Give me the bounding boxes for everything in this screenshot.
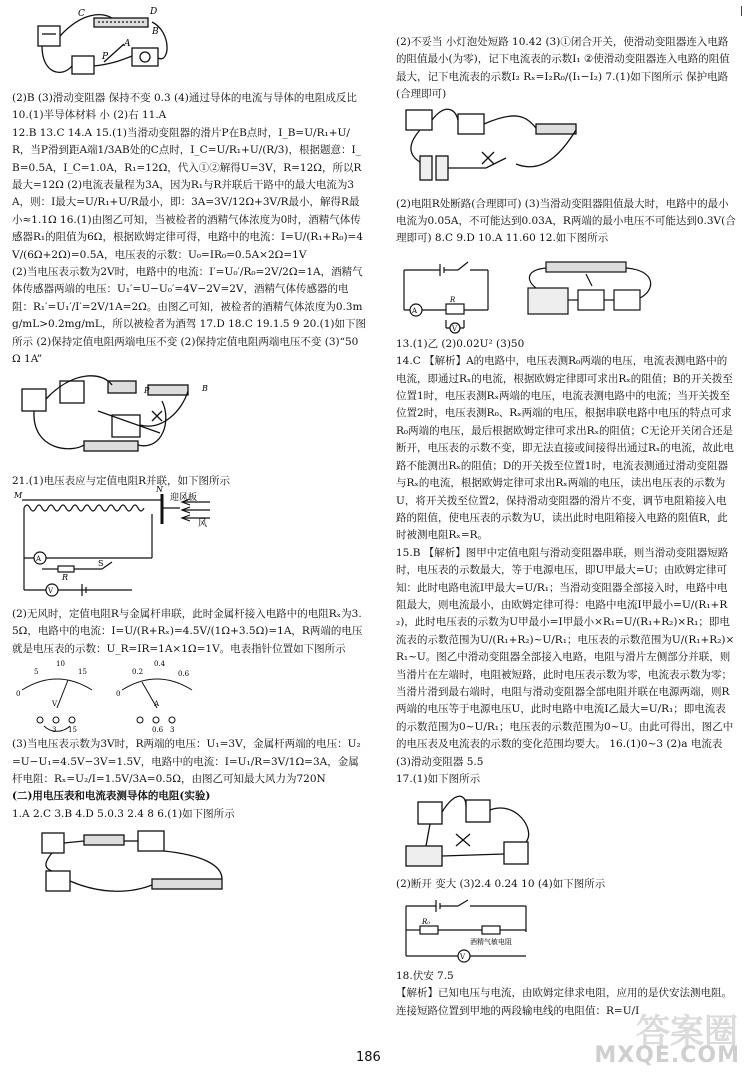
watermark-logo	[594, 1004, 742, 1070]
svg-text:A: A	[412, 306, 418, 315]
sensor-label: 酒精气敏电阻	[470, 937, 512, 946]
svg-text:C: C	[78, 9, 85, 19]
svg-text:0: 0	[16, 690, 21, 699]
svg-text:0.2: 0.2	[132, 668, 144, 677]
answer-text-r4: 14.C 【解析】A的电路中，电压表测R₀两端的电压，电流表测电路中的电流，即通过Rₓ的电流，根据欧姆定律即可求出Rₓ的阻值；B的开关拨至位置1时，电压表测Rₓ两端的电压，电流表测电路中的电流；当开关拨至位置2时，电压表测R₀、Rₓ两端的电压，根据串联电路中电压的特点可求R₀两端的电压，最后根据欧姆定律可求出Rₓ的阻值；C无论开关闭合还是断开，电压表的示数不变，即无法直接或间接得出通过Rₓ的电流，故此电路不能测出Rₓ的阻值；D的开关拨至位置1时，电流表测通过滑动变阻器与Rₓ的电流，根据欧姆定律可求出Rₓ两端的电压，读出电压表的示数为U，将开关拨至位置2，保持滑动变阻器的滑片不变，调节电阻箱接入电路的阻值，使电压表的示数为U，读出此时电阻箱接入电路的阻值R，此时被测电阻Rₓ=R。	[396, 355, 734, 542]
svg-text:P: P	[102, 52, 109, 62]
page-edge-mark	[741, 6, 742, 16]
answer-text-r2: (2)电阻R处断路(合理即可) (3)当滑动变阻器阻值最大时，电路中的最小电流为0.05A，不可能达到0.03A，R两端的最小电压不可能达到0.3V(合理即可) 8.C 9.D 10.A 11.60 12.如下图所示	[396, 197, 736, 245]
answer-text-l1: (2)B (3)滑动变阻器 保持不变 0.3 (4)通过导体的电流与导体的电阻成反比 10.(1)半导体材料 小 (2)右 11.A	[12, 92, 357, 122]
answer-text-l7: 1.A 2.C 3.B 4.D 5.0.3 2.4 8 6.(1)如下图所示	[12, 807, 235, 820]
section-heading: (二)用电压表和电流表测导体的电阻(实验)	[12, 790, 211, 803]
wind-sensor-circuit	[12, 484, 366, 604]
answer-text-r6: 17.(1)如下图所示	[396, 773, 481, 785]
answer-text-r9: 【解析】已知电压与电流，由欧姆定律求电阻，应用的是伏安法测电阻。连接短路位置到甲地的两段输电线的电阻值：R=U/I	[396, 987, 732, 1017]
svg-text:A: A	[36, 554, 42, 563]
sensor-circuit-figure	[396, 896, 736, 966]
answer-text-r5: 15.B 【解析】图甲中定值电阻与滑动变阻器串联，则当滑动变阻器短路时，电压表的示数最大，等于电源电压，即U甲最大=U；由欧姆定律可知：此时电路电流I甲最大=U/R₁；当滑动变阻器全部接入时，电路中电阻最大，则电流最小，由欧姆定律可得：电路中电流I甲最小=U/(R₁+R₂)，此时电压表的示数为U甲最小=I甲最小×R₁=U/(R₁+R₂)×R₁；即电流表的示数范围为U/(R₁+R₂)~U/R₁；电压表的示数范围为U/(R₁+R₂)×R₁~U。图乙中滑动变阻器全部接入电路，电阻与滑片左侧部分并联，则当滑片在左端时，电阻被短路，此时电压表示数为零，电流表示数为零；当滑片滑到最右端时，电阻与滑动变阻器全部电阻并联在电源两端，则R两端的电压等于电源电压U，此时电路中电流I乙最大=U/R₁；即电流表的示数范围为0~U/R₁；电压表的示数范围为0~U。由此可得出，图乙中的电压表及电流表的示数的变化范围均要大。 16.(1)0~3 (2)a 电流表 (3)滑动变阻器 5.5	[396, 546, 735, 768]
answer-text-r3: 13.(1)乙 (2)0.02U² (3)50	[396, 337, 525, 350]
answer-text-l2: 12.B 13.C 14.A 15.(1)当滑动变阻器的滑片P在B点时，I_B=U/R₁+U/R，当P滑到距A端1/3AB处的C点时，I_C=U/R₁+U/(R/3)，根据题意：I_B=0.5A，I_C=1.0A，R₁=12Ω，代入①②解得U=3V，R=12Ω，所以R最大=12Ω (2)电流表量程为3A，因为R₁与R并联后干路中的最大电流为3A，则：I最大=U/R₁+U/R最小，即：3A=3V/12Ω+3V/R最小，解得R最小≈1.1Ω 16.(1)由图乙可知，当被检者的酒精气体浓度为0时，酒精气体传感器R₁的阻值为6Ω，根据欧姆定律可得，电路中的电流：I=U/(R₁+R₀)=4V/(6Ω+2Ω)=0.5A，电压表的示数：U₀=IR₀=0.5A×2Ω=1V	[12, 126, 364, 261]
answer-text-l3: (2)当电压表示数为2V时，电路中的电流：I′=U₀′/R₀=2V/2Ω=1A，酒精气体传感器两端的电压：U₁′=U−U₀′=4V−2V=2V，酒精气体传感器的电阻：R₁′=U₁′/I′=2V/1A=2Ω。由图乙可知，被检者的酒精气体浓度为0.3mg/mL>0.2mg/mL，所以被检者为酒驾 17.D 18.C 19.1.5 9 20.(1)如下图所示 (2)保持定值电阻两端电压不变 (2)保持定值电阻两端电压不变 (3)“50Ω 1A”	[12, 266, 367, 366]
answer-text-l6: (3)当电压表示数为3V时，R两端的电压：U₁=3V，金属杆两端的电压：U₂=U−U₁=4.5V−3V=1.5V，电路中的电流：I=U₁/R=3V/1Ω=3A，金属杆电阻：Rₓ=U₂/I=1.5V/3A=0.5Ω，由图乙可知最大风力为720N	[12, 738, 361, 785]
right-column	[396, 34, 736, 1020]
wind-board-label: 迎风板	[170, 492, 198, 503]
svg-text:0.4: 0.4	[154, 660, 166, 669]
svg-text:R: R	[62, 572, 69, 582]
svg-text:A: A	[124, 39, 131, 49]
circuit-figure-6	[12, 825, 366, 905]
watermark-glyph: 答案圈	[636, 1012, 738, 1052]
circuit-figure-top	[12, 4, 366, 88]
svg-text:3: 3	[170, 726, 175, 735]
circuit-figure-17	[396, 790, 736, 874]
svg-text:R₀: R₀	[422, 917, 431, 926]
watermark-text: MXQE.COM	[594, 1043, 740, 1068]
circuit-figure-12	[396, 250, 736, 334]
svg-text:D: D	[150, 7, 158, 17]
circuit-figure-20	[12, 371, 366, 471]
meter-pointer-figure	[12, 660, 366, 734]
svg-text:N: N	[156, 484, 163, 494]
answer-text-l5: (2)无风时，定值电阻R与金属杆串联，此时金属杆接入电路中的电阻Rₓ为3.5Ω，电路中的电流：I=U/(R+Rₓ)=4.5V/(1Ω+3.5Ω)=1A，R两端的电压就是电压表的示数：U_R=IR=1A×1Ω=1V。电表指针位置如下图所示	[12, 607, 363, 655]
answer-text-r8: 18.伏安 7.5	[396, 969, 454, 982]
svg-text:A: A	[154, 700, 160, 709]
answer-text-r7: (2)断开 变大 (3)2.4 0.24 10 (4)如下图所示	[396, 878, 606, 891]
svg-text:15: 15	[68, 726, 77, 735]
svg-text:10: 10	[56, 660, 65, 669]
wind-label: 风	[198, 518, 208, 529]
svg-text:15: 15	[78, 668, 87, 677]
circuit-figure-7	[396, 106, 736, 194]
svg-text:V: V	[48, 586, 54, 595]
svg-text:3: 3	[52, 726, 57, 735]
svg-text:0.6: 0.6	[178, 670, 190, 679]
svg-text:S: S	[98, 558, 104, 568]
answer-text-r1: (2)不妥当 小灯泡处短路 10.42 (3)①闭合开关，使滑动变阻器连入电路的阻值最小(为零)，记下电流表的示数I₁ ②使滑动变阻器连入电路的阻值最大，记下电流表的示数I₂ Rₓ=I₂R₀/(I₁−I₂) 7.(1)如下图所示 保护电路(合理即可)	[396, 36, 730, 101]
svg-text:M: M	[14, 490, 23, 500]
svg-text:V: V	[452, 324, 458, 333]
svg-text:V: V	[52, 700, 58, 709]
page-number: 186	[356, 1050, 381, 1065]
svg-text:5: 5	[34, 668, 39, 677]
svg-text:V: V	[460, 952, 466, 961]
svg-text:P: P	[144, 385, 150, 395]
svg-text:0.6: 0.6	[152, 726, 164, 735]
svg-text:B: B	[202, 383, 208, 393]
svg-text:0: 0	[116, 690, 121, 699]
svg-text:B: B	[152, 27, 159, 37]
answer-text-l4: 21.(1)电压表应与定值电阻R并联，如下图所示	[12, 474, 230, 487]
svg-text:R: R	[450, 295, 456, 304]
left-column	[12, 7, 367, 907]
